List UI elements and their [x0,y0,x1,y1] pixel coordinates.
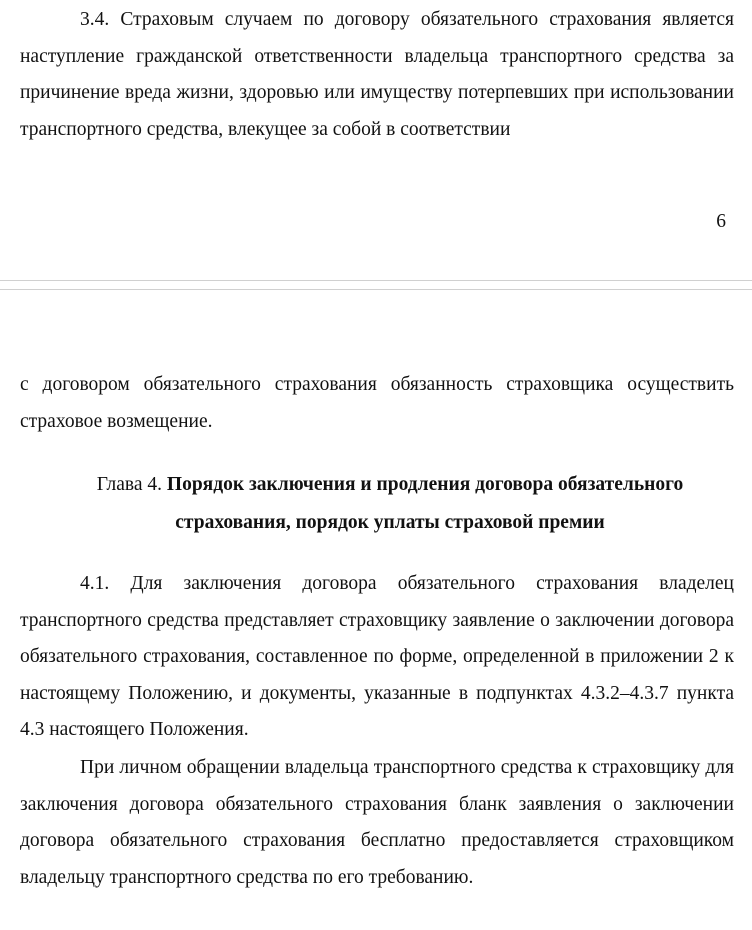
page-edge-line [0,280,752,281]
paragraph-4-1: 4.1. Для заключения договора обязательного страхования владелец транспортного средства представляет страховщику заявление о заключении договора обязательного страхования, составленное по форме, определенной в приложении 2 к настоящему Положению, и документы, указанные в подпунктах 4.3.2–4.3.7 пункта 4.3 настоящего Положения. [20,573,734,740]
paragraph-3-4: 3.4. Страховым случаем по договору обязательного страхования является наступление гражданской ответственности владельца транспортного средства за причинение вреда жизни, здоровью или имуществу потерпевших при использовании транспортного средства, влекущее за собой в соответствии [20,9,734,140]
document-page-6 [0,0,752,280]
chapter-prefix: Глава 4. [96,474,163,495]
page-number: 6 [716,211,726,232]
document-page-7 [0,290,752,930]
paragraph-3-4-continuation: с договором обязательного страхования обязанность страховщика осуществить страховое возмещение. [20,374,734,432]
chapter-title: Порядок заключения и продления договора обязательного страхования, порядок уплаты страховой премии [166,474,684,533]
chapter-heading [40,466,740,542]
paragraph-personal-application: При личном обращении владельца транспортного средства к страховщику для заключения договора обязательного страхования бланк заявления о заключении договора обязательного страхования бесплатно предоставляется страховщиком владельцу транспортного средства по его требованию. [20,757,734,888]
